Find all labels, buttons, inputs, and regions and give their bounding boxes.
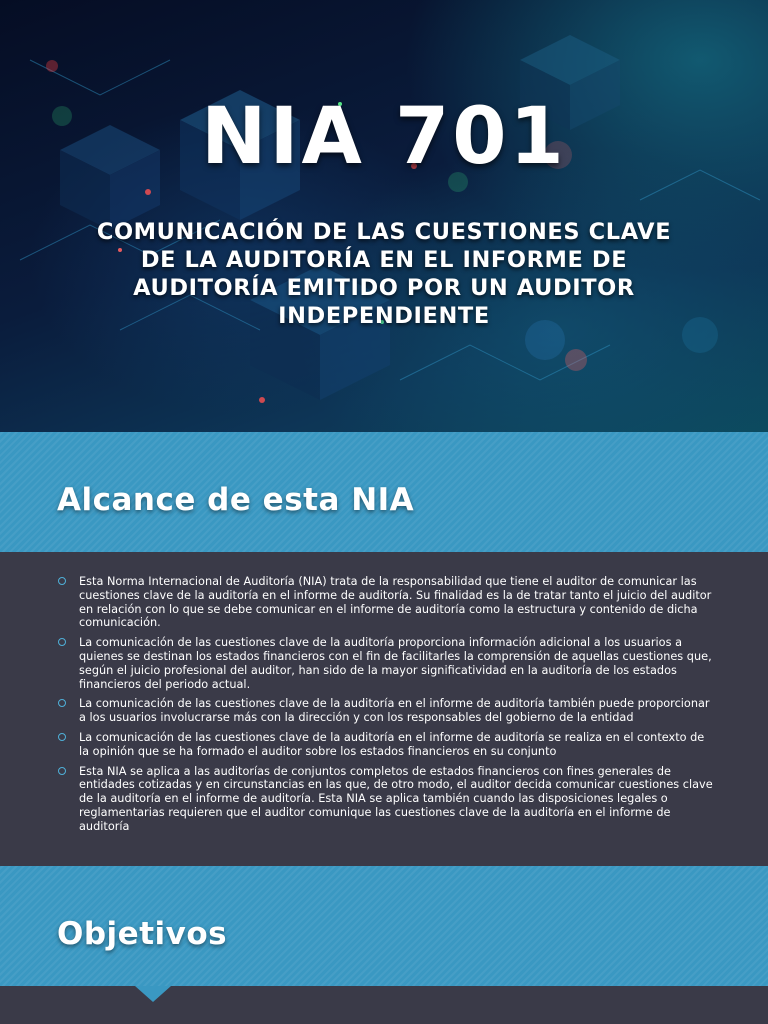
band-pointer-notch: [135, 986, 171, 1002]
section-content-objetivos: [0, 986, 768, 1024]
bullet-text: Esta NIA se aplica a las auditorías de conjuntos completos de estados financieros con fines generales de entidades cotizadas y en circunstancias en las que, de otro modo, el auditor decida comunicar cuestiones clave de la auditoría en el informe de auditoría. Esta NIA se aplica también cuando las disposiciones legales o reglamentarias requieren que el auditor comunique las cuestiones clave de la auditoría en el informe de auditoría: [79, 764, 713, 833]
list-item: [56, 636, 716, 691]
list-item: [56, 697, 716, 725]
circuit-background-image: [0, 0, 768, 432]
section-heading-alcance: Alcance de esta NIA: [57, 482, 415, 518]
hero-banner: [0, 0, 768, 432]
bullet-text: Esta Norma Internacional de Auditoría (NIA) trata de la responsabilidad que tiene el auditor de comunicar las cuestiones clave de la auditoría en el informe de auditoría. Su finalidad es la de tratar tanto el juicio del auditor en relación con lo que se debe comunicar en el informe de auditoría como la estructura y contenido de dicha comunicación.: [79, 575, 712, 630]
bullet-circle-icon: [58, 577, 66, 585]
bullet-circle-icon: [58, 733, 66, 741]
list-item: [56, 575, 716, 630]
section-content-alcance: [0, 552, 768, 866]
bullet-circle-icon: [58, 699, 66, 707]
bullet-list: [56, 575, 716, 840]
bullet-text: La comunicación de las cuestiones clave de la auditoría en el informe de auditoría también puede proporcionar a los usuarios involucrarse más con la dirección y con los responsables del gobierno de la entidad: [79, 697, 710, 725]
bullet-circle-icon: [58, 638, 66, 646]
list-item: [56, 731, 716, 759]
list-item: [56, 765, 716, 834]
bullet-circle-icon: [58, 767, 66, 775]
section-header-band-alcance: [0, 432, 768, 552]
bullet-text: La comunicación de las cuestiones clave de la auditoría proporciona información adicional a los usuarios a quienes se destinan los estados financieros con el fin de facilitarles la comprensión de aquellas cuestiones que, según el juicio profesional del auditor, han sido de la mayor significatividad en la auditoría de los estados financieros del periodo actual.: [79, 636, 712, 691]
section-header-band-objetivos: [0, 866, 768, 986]
bullet-text: La comunicación de las cuestiones clave de la auditoría en el informe de auditoría se realiza en el contexto de la opinión que se ha formado el auditor sobre los estados financieros en su conjunto: [79, 730, 705, 758]
page-subtitle: COMUNICACIÓN DE LAS CUESTIONES CLAVE DE LA AUDITORÍA EN EL INFORME DE AUDITORÍA EMITIDO POR UN AUDITOR INDEPENDIENTE: [96, 219, 672, 329]
section-heading-objetivos: Objetivos: [57, 916, 228, 952]
page-title: NIA 701: [201, 92, 567, 182]
